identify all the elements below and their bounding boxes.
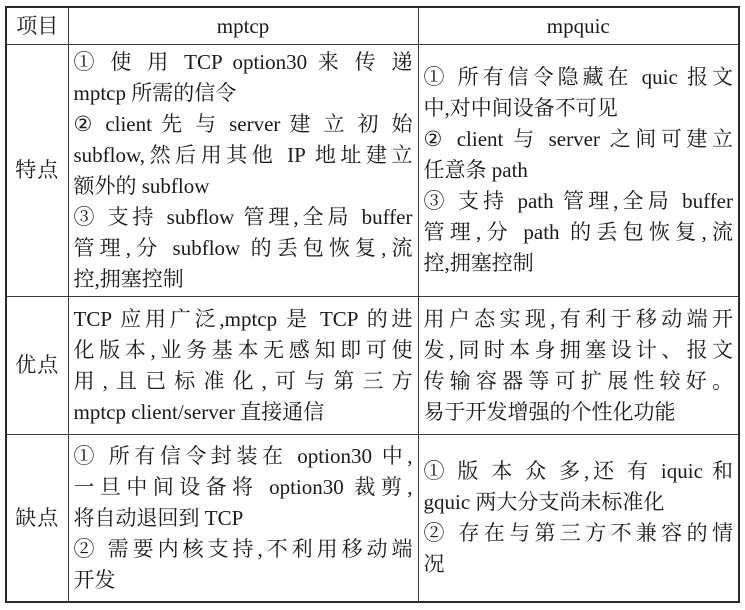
cell-mptcp-advantages bbox=[68, 297, 418, 435]
cell-mptcp-disadvantages bbox=[68, 435, 418, 602]
header-item: 项目 bbox=[6, 7, 68, 45]
text-line: 控,拥塞控制 bbox=[423, 251, 534, 276]
text-line: 易于开发增强的个性化功能 bbox=[423, 399, 676, 424]
text-line: 管理,分 subflow 的丢包恢复,流 bbox=[73, 235, 413, 260]
text-line: ② client 与 server 之间可建立 bbox=[423, 127, 733, 152]
row-label-features: 特点 bbox=[6, 45, 68, 297]
text-line: ① 所有信令隐藏在 quic 报文 bbox=[423, 65, 733, 90]
text-line: ③ 支持 subflow 管理,全局 buffer bbox=[73, 204, 413, 229]
text-line: 一旦中间设备将 option30 裁剪, bbox=[73, 474, 413, 499]
text-line: 控,拥塞控制 bbox=[73, 266, 184, 291]
text-line: 况 bbox=[423, 552, 445, 577]
text-line: gquic 两大分支尚未标准化 bbox=[423, 490, 665, 515]
row-features bbox=[6, 45, 739, 297]
cell-mpquic-disadvantages bbox=[418, 435, 739, 602]
text-line: 传输容器等可扩展性较好。 bbox=[423, 368, 733, 393]
text-line: ② 存在与第三方不兼容的情 bbox=[423, 521, 733, 546]
text-line: mptcp 所需的信令 bbox=[73, 80, 237, 105]
row-label-disadvantages: 缺点 bbox=[6, 435, 68, 602]
text-line: ① 所有信令封装在 option30 中, bbox=[73, 443, 413, 468]
cell-mptcp-features bbox=[68, 45, 418, 297]
text-line: ① 使 用 TCP option30 来 传 递 bbox=[73, 49, 413, 74]
text-line: mptcp client/server 直接通信 bbox=[73, 399, 325, 424]
row-label-advantages: 优点 bbox=[6, 297, 68, 435]
text-line: 化版本,业务基本无感知即可使 bbox=[73, 337, 413, 362]
header-mptcp: mptcp bbox=[68, 7, 418, 45]
text-line: 将自动退回到 TCP bbox=[73, 505, 244, 530]
text-line: 额外的 subflow bbox=[73, 173, 210, 198]
text-line: 任意条 path bbox=[423, 158, 528, 183]
text-line: 开发 bbox=[73, 567, 116, 592]
text-line: ① 版 本 众 多,还 有 iquic 和 bbox=[423, 459, 733, 484]
cell-mpquic-advantages bbox=[418, 297, 739, 435]
row-advantages bbox=[6, 297, 739, 435]
header-mpquic: mpquic bbox=[418, 7, 739, 45]
cell-mpquic-features bbox=[418, 45, 739, 297]
text-line: 管理,分 path 的丢包恢复,流 bbox=[423, 220, 733, 245]
text-line: 用,且已标准化,可与第三方 bbox=[73, 368, 413, 393]
text-line: ② 需要内核支持,不利用移动端 bbox=[73, 536, 413, 561]
text-line: ③ 支持 path 管理,全局 buffer bbox=[423, 189, 733, 214]
text-line: 用户态实现,有利于移动端开 bbox=[423, 306, 733, 331]
text-line: 中,对中间设备不可见 bbox=[423, 96, 618, 121]
header-row bbox=[6, 7, 739, 45]
text-line: TCP 应用广泛,mptcp 是 TCP 的进 bbox=[73, 306, 413, 331]
text-line: subflow,然后用其他 IP 地址建立 bbox=[73, 142, 413, 167]
text-line: ② client 先 与 server 建 立 初 始 bbox=[73, 111, 413, 136]
comparison-table bbox=[5, 6, 740, 603]
text-line: 发,同时本身拥塞设计、报文 bbox=[423, 337, 733, 362]
row-disadvantages bbox=[6, 435, 739, 602]
